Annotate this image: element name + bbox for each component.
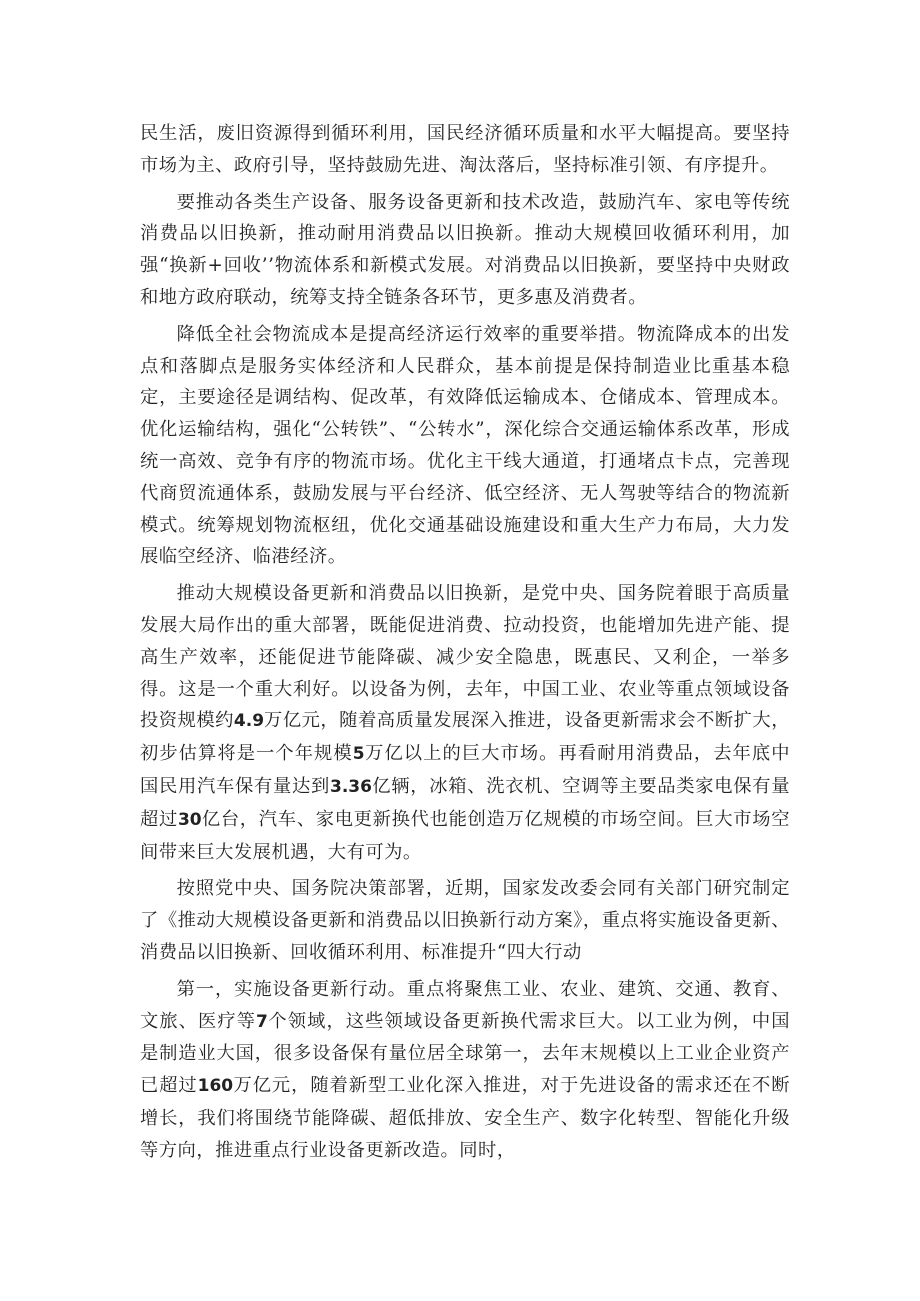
text-segment: 万亿以上的巨大市场。再看耐用消费品，去年底中国民用汽车保有量达到	[140, 743, 790, 797]
paragraph-6	[140, 974, 790, 1167]
document-page	[140, 118, 790, 1172]
paragraph-1	[140, 118, 790, 182]
paragraph-5	[140, 873, 790, 968]
text-segment: 要推动各类生产设备、服务设备更新和技术改造，鼓励汽车、家电等传统消费品以旧换新，推动耐用消费品以旧换新。推动大规模回收循环利用，加强“换新+回收’’物流体系和新模式发展。对消费品以旧换新，要坚持中央财政和地方政府联动，统筹支持全链条各环节，更多惠及消费者。	[140, 191, 790, 308]
text-segment: 个领域，这些领域设备更新换代需求巨大。以工业为例，中国是制造业大国，很多设备保有量位居全球第一，去年末规模以上工业企业资产已超过	[140, 1010, 791, 1097]
text-segment: 民生活，废旧资源得到循环利用，国民经济循环质量和水平大幅提高。要坚持市场为主、政府引导，坚持鼓励先进、淘汰落后，坚持标准引领、有序提升。	[140, 123, 790, 176]
text-segment: 万亿元，随着高质量发展深入推进，设备更新需求会不断扩大，初步估算将是一个年规模	[140, 710, 791, 765]
figure-number: 4.9	[233, 711, 265, 732]
text-segment: 降低全社会物流成本是提高经济运行效率的重要举措。物流降成本的出发点和落脚点是服务实体经济和人民群众，基本前提是保持制造业比重基本稳定，主要途径是调结构、促改革，有效降低运输成本、仓储成本、管理成本。优化运输结构，强化“公转铁”、“公转水”，深化综合交通运输体系改革，形成统一高效、竞争有序的物流市场。优化主干线大通道，打通堵点卡点，完善现代商贸流通体系，鼓励发展与平台经济、低空经济、无人驾驶等结合的物流新模式。统筹规划物流枢纽，优化交通基础设施建设和重大生产力布局，大力发展临空经济、临港经济。	[140, 323, 790, 568]
paragraph-2	[140, 187, 790, 314]
paragraph-3	[140, 319, 790, 573]
figure-number: 3.36	[330, 776, 372, 797]
figure-number: 30	[177, 809, 202, 830]
text-segment: 按照党中央、国务院决策部署，近期，国家发改委会同有关部门研究制定了《推动大规模设备更新和消费品以旧换新行动方案》，重点将实施设备更新、消费品以旧换新、回收循环利用、标准提升“四大行动	[140, 878, 790, 963]
figure-number: 7	[256, 1011, 268, 1032]
figure-number: 160	[197, 1076, 234, 1097]
text-segment: 推动大规模设备更新和消费品以旧换新，是党中央、国务院着眼于高质量发展大局作出的重大部署，既能促进消费、拉动投资，也能增加先进产能、提高生产效率，还能促进节能降碳、减少安全隐患，既惠民、又利企，一举多得。这是一个重大利好。以设备为例，去年，中国工业、农业等重点领域设备投资规模约	[140, 583, 790, 732]
figure-number: 5	[352, 744, 365, 765]
paragraph-4	[140, 578, 790, 868]
text-segment: 亿辆，冰箱、洗衣机、空调等主要品类家电保有量超过	[140, 775, 791, 830]
text-segment: 亿台，汽车、家电更新换代也能创造万亿规模的市场空间。巨大市场空间带来巨大发展机遇，大有可为。	[140, 808, 791, 863]
text-segment: 第一，实施设备更新行动。重点将聚焦工业、农业、建筑、交通、教育、文旅、医疗等	[140, 978, 790, 1032]
text-segment: 万亿元，随着新型工业化深入推进，对于先进设备的需求还在不断增长，我们将围绕节能降碳、超低排放、安全生产、数字化转型、智能化升级等方向，推进重点行业设备更新改造。同时，	[140, 1075, 790, 1161]
